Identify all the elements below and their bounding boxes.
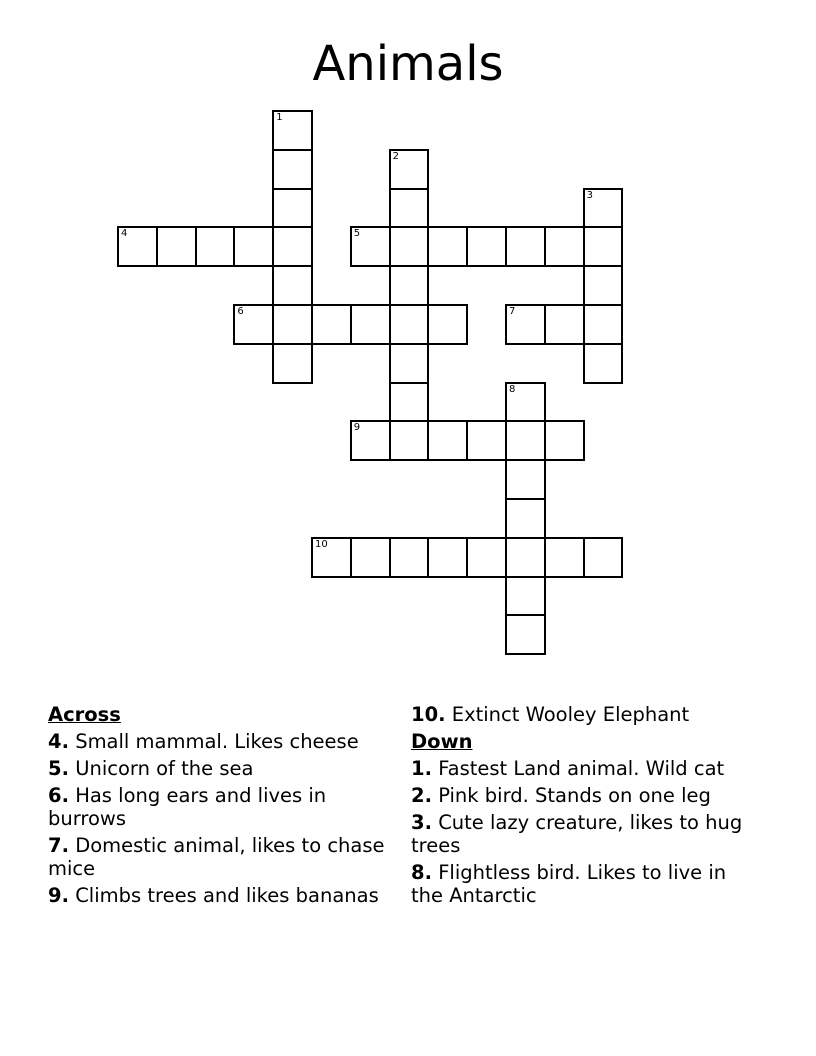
grid-cell[interactable] — [583, 537, 624, 578]
clue-number: 9 — [353, 422, 361, 434]
clue-number: 6 — [237, 306, 244, 317]
grid-cell[interactable] — [583, 188, 624, 229]
page-title: Animals — [312, 36, 504, 92]
clue-down-2: 2. Pink bird. Stands on one leg — [411, 784, 711, 807]
grid-cell[interactable] — [544, 226, 585, 267]
grid-cell[interactable] — [389, 304, 430, 345]
grid-cell[interactable] — [272, 226, 313, 267]
grid-cell[interactable] — [272, 343, 313, 384]
grid-cell[interactable] — [389, 343, 430, 384]
grid-cell[interactable] — [272, 110, 313, 151]
clue-number: 8 — [509, 383, 516, 395]
clue-down-3: 3. Cute lazy creature, likes to hug trees — [411, 811, 743, 857]
grid-cell[interactable] — [389, 420, 430, 461]
grid-cell[interactable] — [156, 226, 197, 267]
grid-cell[interactable] — [233, 226, 274, 267]
grid-cell[interactable] — [389, 188, 430, 229]
grid-cell[interactable] — [233, 304, 274, 345]
grid-cell[interactable] — [350, 420, 391, 461]
clue-across-9: 9. Climbs trees and likes bananas — [48, 884, 379, 907]
grid-cell[interactable] — [505, 614, 546, 655]
grid-cell[interactable] — [117, 226, 158, 267]
grid-cell[interactable] — [427, 537, 468, 578]
grid-cell[interactable] — [389, 382, 430, 423]
grid-cell[interactable] — [272, 304, 313, 345]
grid-cell[interactable] — [505, 537, 546, 578]
grid-cell[interactable] — [544, 420, 585, 461]
grid-cell[interactable] — [427, 420, 468, 461]
clue-number: 10 — [315, 538, 328, 550]
grid-cell[interactable] — [389, 149, 430, 190]
clue-number: 2 — [392, 150, 399, 162]
clue-across-5: 5. Unicorn of the sea — [48, 757, 254, 780]
grid-cell[interactable] — [505, 226, 546, 267]
grid-cell[interactable] — [272, 188, 313, 229]
grid-cell[interactable] — [466, 537, 507, 578]
grid-cell[interactable] — [544, 537, 585, 578]
grid-cell[interactable] — [583, 265, 624, 306]
grid-cell[interactable] — [466, 226, 507, 267]
grid-cell[interactable] — [427, 226, 468, 267]
grid-cell[interactable] — [505, 459, 546, 500]
grid-cell[interactable] — [505, 304, 546, 345]
grid-cell[interactable] — [505, 498, 546, 539]
grid-cell[interactable] — [350, 226, 391, 267]
grid-cell[interactable] — [350, 537, 391, 578]
grid-cell[interactable] — [466, 420, 507, 461]
clue-down-1: 1. Fastest Land animal. Wild cat — [411, 757, 725, 780]
grid-cell[interactable] — [311, 304, 352, 345]
clue-number: 1 — [276, 112, 283, 123]
grid-cell[interactable] — [389, 537, 430, 578]
clues-left-column — [48, 703, 388, 911]
grid-cell[interactable] — [427, 304, 468, 345]
clue-number: 5 — [353, 228, 361, 240]
clue-across-4: 4. Small mammal. Likes cheese — [48, 730, 359, 753]
grid-cell[interactable] — [389, 265, 430, 306]
down-heading: Down — [411, 730, 473, 753]
across-heading: Across — [48, 703, 121, 726]
grid-cell[interactable] — [195, 226, 236, 267]
grid-cell[interactable] — [389, 226, 430, 267]
grid-cell[interactable] — [583, 304, 624, 345]
grid-cell[interactable] — [505, 576, 546, 617]
clue-number: 7 — [509, 306, 516, 317]
grid-cell[interactable] — [505, 382, 546, 423]
clues-right-column — [411, 703, 751, 911]
clue-number: 4 — [121, 228, 128, 240]
grid-cell[interactable] — [350, 304, 391, 345]
grid-cell[interactable] — [544, 304, 585, 345]
clue-across-6: 6. Has long ears and lives in burrows — [48, 784, 327, 830]
grid-cell[interactable] — [583, 343, 624, 384]
grid-cell[interactable] — [311, 537, 352, 578]
grid-cell[interactable] — [272, 149, 313, 190]
clue-number: 3 — [586, 189, 593, 201]
grid-cell[interactable] — [505, 420, 546, 461]
clue-across-7: 7. Domestic animal, likes to chase mice — [48, 834, 385, 880]
clue-across-10: 10. Extinct Wooley Elephant — [411, 703, 690, 726]
clue-down-8: 8. Flightless bird. Likes to live in the Antarctic — [411, 861, 727, 907]
grid-cell[interactable] — [272, 265, 313, 306]
grid-cell[interactable] — [583, 226, 624, 267]
